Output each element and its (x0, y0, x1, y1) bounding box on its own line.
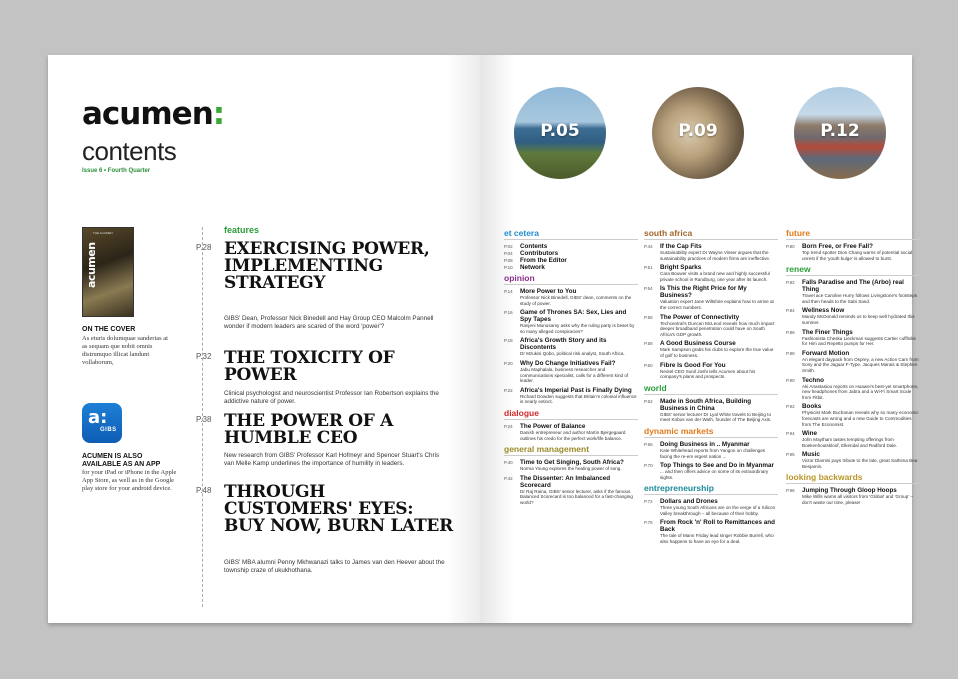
section-renew: renew (786, 264, 920, 276)
issue-label: Issue 6 • Fourth Quarter (82, 168, 151, 174)
features-label: features (224, 225, 260, 235)
toc-entry: P.70 Top Things to See and Do in Myanmar ... and then offers advice on some of its extraordinary sights. (644, 462, 774, 480)
toc-entry: P.08 From the Editor (504, 257, 567, 264)
on-the-cover-text: As eturis dolumquae sanderias at as sequam que nobit omnis distrumquo illicat landunt vollaborum, (82, 335, 168, 366)
toc-entry: P.58 A Good Business Course Mark Sampson grabs his clubs to explore the true value of golf to business. (644, 340, 774, 358)
toc-entry: P.76 From Rock 'n' Roll to Remittances and Back The tale of Mann Friday lead singer Robbie Burrell, who also happens to have an eye for a deal. (644, 519, 775, 545)
toc-entry: P.72 Dollars and Drones Three young South Africans are on the verge of a Silicon Valley breakthrough – all because of their hobby. (644, 498, 776, 516)
toc-entry: P.20 Why Do Change Initiatives Fail? Jabu Maphalala, business researcher and communications specialist, calls for a different kind of leader. (504, 359, 629, 384)
section-dynamic-markets: dynamic markets (644, 426, 778, 438)
toc-entry: P.94 Wine John Maytham tastes tempting offerings from Boekenhoutskloof, Elkendal and Radford Dale. (786, 430, 898, 448)
toc-entry: P.84 Wellness Now Mandy McDonald reminds us to keep well hydrated this summer. (786, 307, 915, 325)
right-page (480, 55, 919, 623)
cover-thumbnail: THE ACUMEN acumen (82, 227, 134, 317)
section-entrepreneurship: entrepreneurship (644, 483, 778, 495)
toc-entry: P.66 Doing Business in .. Myanmar Kate Whitehead reports from Yangon on challenges facing the re-em ergent nation ... (644, 440, 766, 459)
section-looking-backwards: looking backwards (786, 472, 920, 484)
toc-entry: P.60 Fibre Is Good For You Neotel CEO Sunil Joshi tells Acumen about his company's plans and prospects. (644, 361, 756, 380)
couple-photo-circle: P.09 (652, 87, 744, 179)
toc-entry: P.54 Is This the Right Price for My Business? Valuation expert Jane Wiltshire explains how to arrive at the correct numbers. (644, 285, 774, 310)
left-page: acumen: contents Issue 6 • Fourth Quarter THE ACUMEN acumen ON THE COVER As eturis dolumquae sanderias at as sequam que nobit omnis distrumquo illicat landunt vollaborum, a: GIBS ACUMEN IS ALSO AVAILABLE AS AN APP for your iPad or iPhone in the Apple App Store, as well as in the Google play store for your android device. features P.28 EXERCISING POWER, IMPLEMENTING STRATEGY GIBS' Dean, Professor Nick Binedell and Hay Group CEO Malcolm Pannell wonder if modern leaders are scared of the word 'power'? P.32 THE TOXICITY OF POWER Clinical psychologist and neuroscientist Professor Ian Robertson explains the addictive nature of power. P.38 THE POWER OF A HUMBLE CEO New research from GIBS' Professor Karl Hofmeyr and Spencer Stuart's Chris van Melle Kamp underlines the importance of humility in leaders. P.48 THROUGH CUSTOMERS' EYES: BUY NOW, BURN LATER GIBS' MBA alumni Penny Mkhwanazi talks to James van den Heever about the township craze of ukukhothana. (48, 55, 480, 623)
app-text: for your iPad or iPhone in the Apple App Store, as well as in the Google play store for your android device. (82, 469, 177, 492)
toc-entry: P.82 Falls Paradise and The (Arbo) real Thing Travel ace Caroline Hurry follows Livingstone's footsteps and then heads to the Sabi Sand. (786, 279, 918, 304)
section-et-cetera: et cetera (504, 228, 638, 240)
toc-entry: P.40 Time to Get Singing, South Africa? Norma Young explores the healing power of song. (504, 459, 624, 472)
section-general-management: general management (504, 444, 638, 456)
toc-column-1 (504, 226, 638, 509)
scrapyard-photo-circle: P.12 (794, 87, 886, 179)
toc-entry: P.88 Forward Motion An elegant daypack from Osprey, a new Action Cam from Sony and the Jaguar F-Type. Jacques Marais & Stephen Smith. (786, 349, 919, 373)
toc-entry: P.02 Contents (504, 243, 548, 250)
magazine-spread (48, 55, 919, 623)
toc-entry: P.24 The Power of Balance Danish entrepreneur and author Martin Bjergegaard outlines his credo for the perfect work/life balance. (504, 422, 626, 441)
section-future: future (786, 228, 920, 240)
acumen-logo: acumen: (82, 96, 225, 132)
toc-entry: P.62 Made in South Africa, Building Business in China GIBS' senior lecturer Dr Lyal White travels to Beijing to meet Kobus van der Wath, founder of The Beijing Axis. (644, 397, 772, 423)
section-world: world (644, 383, 778, 395)
toc-entry: P.86 The Finer Things Fashionista Cheska Lieckman suggests Cartier cufflinks for Him and Repetto pumps for Her. (786, 328, 916, 347)
on-the-cover-heading: ON THE COVER (82, 326, 136, 333)
app-heading: ACUMEN IS ALSO AVAILABLE AS AN APP (82, 453, 161, 468)
toc-entry: P.10 Network (504, 264, 545, 271)
toc-entry: P.42 The Dissenter: An Imbalanced Scorecard Dr Raj Raina, GIBS' senior lecturer, asks if the famous Balanced Scorecard is too balanced for a fast-changing world? (504, 474, 633, 505)
toc-entry: P.95 Music Victor Dlamini pays tribute to the late, great Sathima Bea Benjamin. (786, 451, 918, 469)
gibs-app-icon: a: GIBS (82, 403, 122, 443)
toc-column-2 (644, 226, 778, 548)
toc-entry: P.18 Africa's Growth Story and its Discontents Dr Mzukisi Qobo, political risk analyst, South Africa. (504, 337, 625, 357)
toc-entry: P.92 Books Physicist Mark Buchanan reveals why so many economic forecasts are wrong and a new Guide to Commodities from The Economist. (786, 403, 919, 427)
contents-heading: contents (82, 136, 177, 166)
toc-entry: P.90 Techno Aki Anastasiou reports on Huawei's best-yet smartphone, new headphones from Jabra and a Wi-Fi Smart Scale from Fitbit. (786, 376, 919, 400)
section-dialogue: dialogue (504, 408, 638, 420)
toc-entry: P.96 Jumping Through Gloop Hoops Mike Wills warns all visitors from 'Global' and 'Group' – don't waste our time, please! (786, 487, 913, 506)
section-south-africa: south africa (644, 228, 778, 240)
toc-column-3 (786, 226, 920, 509)
toc-entry: P.51 Bright Sparks Cara Bouwer visits a brand new and highly successful private school in Randburg, one year after its launch. (644, 264, 770, 282)
section-opinion: opinion (504, 273, 638, 285)
toc-entry: P.44 If the Cap Fits Sustainability expert Dr Wayne Visser argues that the sustainability practices of modern firms are ineffective. (644, 243, 771, 261)
toc-entry: P.16 Game of Thrones SA: Sex, Lies and Spy Tapes Ranjeni Munusamy asks why the ruling party is beset by so many alleged conspiracies? (504, 309, 635, 334)
toc-entry: P.04 Contributors (504, 250, 559, 257)
toc-entry: P.14 More Power to You Professor Nick Binedell, GIBS' dean, comments on the study of power. (504, 288, 632, 306)
toc-entry: P.80 Born Free, or Free Fall? Top trend spotter Dion Chang warns of potential social unrest if the 'youth bulge' is allowed to burst. (786, 243, 913, 261)
coast-photo-circle: P.05 (514, 87, 606, 179)
toc-entry: P.56 The Power of Connectivity Techcentral's Duncan McLeod reveals how much impact deeper broadband penetration could have on South Africa's GDP growth. (644, 313, 775, 337)
toc-entry: P.22 Africa's Imperial Past is Finally Dying Richard Dowden suggests that Britain's colonial influence is nearly extinct. (504, 386, 637, 405)
